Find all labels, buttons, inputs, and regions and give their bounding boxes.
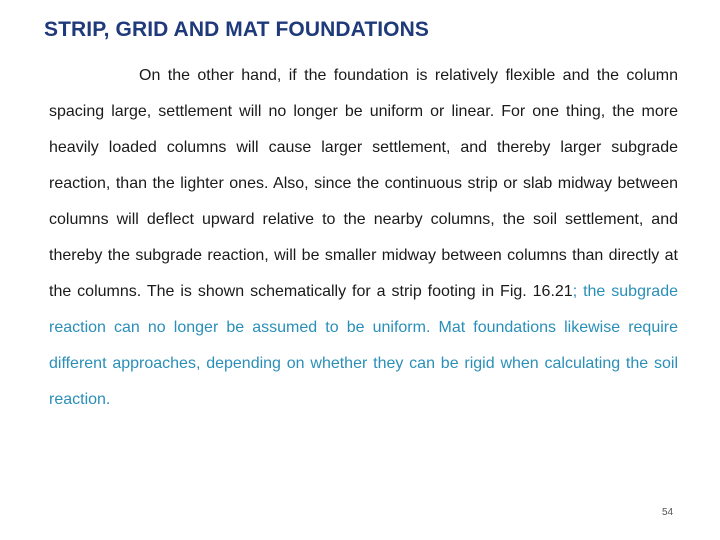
body-text-highlight: ; the subgrade reaction can no longer be assumed to be uniform. Mat foundations likewise require different approaches, depending on whether they can be rigid when calculating the soil reaction. [49, 283, 678, 408]
page-number: 54 [662, 507, 674, 518]
body-paragraph [49, 58, 678, 418]
body-text-main: On the other hand, if the foundation is relatively flexible and the column spacing large, settlement will no longer be uniform or linear. For one thing, the more heavily loaded columns will cause larger settlement, and thereby larger subgrade reaction, than the lighter ones. Also, since the continuous strip or slab midway between columns will deflect upward relative to the nearby columns, the soil settlement, and thereby the subgrade reaction, will be smaller midway between columns than directly at the columns. The is shown schematically for a strip footing in Fig. 16.21 [49, 67, 678, 300]
slide-title: STRIP, GRID AND MAT FOUNDATIONS [44, 18, 429, 41]
